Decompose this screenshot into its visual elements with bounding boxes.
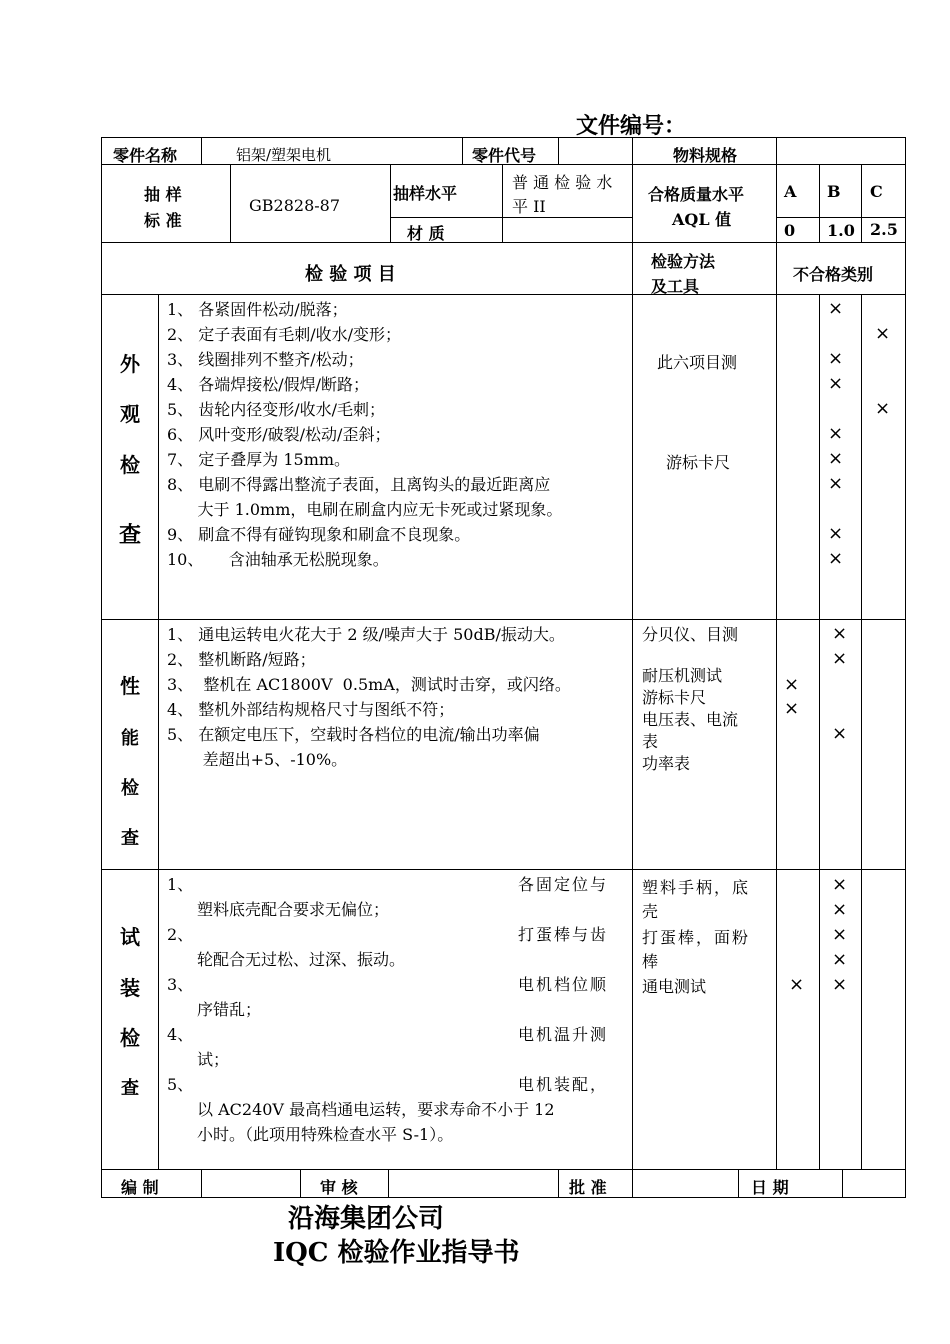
defect-mark: × bbox=[828, 423, 844, 444]
material-label: 材 质 bbox=[407, 224, 445, 243]
list-item: 差超出+5、-10%。 bbox=[167, 750, 348, 769]
aql-label-2: AQL 值 bbox=[672, 210, 732, 229]
method-text: 此六项目测 bbox=[657, 353, 738, 372]
method-text: 耐压机测试 bbox=[642, 666, 723, 685]
list-item: 7、 定子叠厚为 15mm。 bbox=[167, 450, 351, 469]
list-item-tail: 电机档位顺 bbox=[518, 975, 609, 994]
aql-b-value: 1.0 bbox=[827, 221, 855, 240]
section-title-char: 能 bbox=[121, 728, 139, 749]
list-item: 2、 整机断路/短路； bbox=[167, 650, 316, 669]
document-title: IQC 检验作业指导书 bbox=[273, 1238, 520, 1268]
prepared-label: 编 制 bbox=[121, 1178, 159, 1197]
section-title-char: 外 bbox=[120, 352, 140, 376]
part-name-value: 铝架/塑架电机 bbox=[236, 146, 332, 164]
section-title-char: 观 bbox=[120, 402, 140, 426]
section-title-char: 试 bbox=[120, 925, 140, 949]
list-item: 8、 电刷不得露出整流子表面，且离钩头的最近距离应 bbox=[167, 475, 551, 494]
list-item-continuation: 序错乱； bbox=[197, 1000, 262, 1019]
sampling-level-label: 抽样水平 bbox=[393, 184, 458, 203]
part-code-label: 零件代号 bbox=[472, 146, 537, 165]
section-title-char: 检 bbox=[120, 453, 140, 477]
method-text: 分贝仪、目测 bbox=[642, 625, 739, 644]
defect-mark: × bbox=[832, 949, 848, 970]
defect-mark: × bbox=[828, 523, 844, 544]
list-item-number: 4、 bbox=[167, 1025, 194, 1044]
defect-mark: × bbox=[832, 899, 848, 920]
list-item: 1、 各紧固件松动/脱落； bbox=[167, 300, 348, 319]
items-column-label: 检 验 项 目 bbox=[305, 264, 396, 285]
company-name: 沿海集团公司 bbox=[288, 1204, 445, 1234]
list-item-tail: 电机温升测 bbox=[518, 1025, 609, 1044]
method-text: 棒 bbox=[642, 952, 659, 971]
sampling-level-value-1: 普 通 检 验 水 bbox=[512, 173, 613, 192]
class-a-label: A bbox=[784, 182, 797, 201]
method-column-label-1: 检验方法 bbox=[651, 252, 716, 271]
defect-mark: × bbox=[832, 924, 848, 945]
defect-mark: × bbox=[828, 448, 844, 469]
sampling-level-value-2: 平 II bbox=[512, 197, 546, 216]
section-title-char: 检 bbox=[121, 778, 139, 799]
list-item: 5、 齿轮内径变形/收水/毛刺； bbox=[167, 400, 386, 419]
sampling-std-value: GB2828-87 bbox=[249, 196, 341, 215]
method-text: 功率表 bbox=[642, 754, 691, 773]
sampling-std-label-2: 标 准 bbox=[144, 211, 182, 230]
method-text: 游标卡尺 bbox=[666, 453, 731, 472]
defect-mark: × bbox=[828, 473, 844, 494]
list-item-continuation: 以 AC240V 最高档通电运转，要求寿命不小于 12 bbox=[197, 1100, 555, 1119]
list-item-number: 5、 bbox=[167, 1075, 194, 1094]
method-text: 游标卡尺 bbox=[642, 688, 707, 707]
sampling-std-label-1: 抽 样 bbox=[144, 185, 182, 204]
section-title-char: 查 bbox=[121, 1078, 139, 1099]
list-item: 3、 线圈排列不整齐/松动； bbox=[167, 350, 364, 369]
list-item-number: 1、 bbox=[167, 875, 194, 894]
defect-mark: × bbox=[784, 674, 800, 695]
list-item: 4、 各端焊接松/假焊/断路； bbox=[167, 375, 370, 394]
list-item-tail: 各固定位与 bbox=[518, 875, 609, 894]
list-item: 5、 在额定电压下，空载时各档位的电流/输出功率偏 bbox=[167, 725, 540, 744]
defect-mark: × bbox=[832, 723, 848, 744]
defect-mark: × bbox=[828, 548, 844, 569]
defect-mark: × bbox=[832, 974, 848, 995]
class-b-label: B bbox=[827, 182, 841, 201]
method-text: 塑料手柄，底 bbox=[642, 878, 751, 897]
section-title-char: 检 bbox=[120, 1026, 140, 1050]
defect-mark: × bbox=[832, 874, 848, 895]
method-column-label-2: 及工具 bbox=[651, 277, 700, 296]
list-item: 6、 风叶变形/破裂/松动/歪斜； bbox=[167, 425, 391, 444]
list-item-continuation: 轮配合无过松、过深、振动。 bbox=[197, 950, 406, 969]
list-item: 9、 刷盒不得有碰钩现象和刷盒不良现象。 bbox=[167, 525, 471, 544]
list-item: 2、 定子表面有毛刺/收水/变形； bbox=[167, 325, 402, 344]
aql-c-value: 2.5 bbox=[870, 220, 898, 239]
method-text: 壳 bbox=[642, 902, 659, 921]
method-text: 电压表、电流 bbox=[642, 710, 739, 729]
method-text: 表 bbox=[642, 732, 659, 751]
list-item-number: 3、 bbox=[167, 975, 194, 994]
defect-class-label: 不合格类别 bbox=[793, 265, 874, 284]
list-item: 4、 整机外部结构规格尺寸与图纸不符； bbox=[167, 700, 455, 719]
defect-mark: × bbox=[828, 298, 844, 319]
method-text: 通电测试 bbox=[642, 977, 707, 996]
review-label: 审 核 bbox=[320, 1178, 358, 1197]
section-title-char: 性 bbox=[120, 674, 140, 698]
date-label: 日 期 bbox=[751, 1178, 789, 1197]
list-item: 3、 整机在 AC1800V 0.5mA，测试时击穿，或闪络。 bbox=[167, 675, 571, 694]
aql-a-value: 0 bbox=[784, 221, 796, 240]
defect-mark: × bbox=[832, 623, 848, 644]
approve-label: 批 准 bbox=[569, 1178, 607, 1197]
section-title-char: 查 bbox=[118, 522, 141, 548]
list-item-number: 2、 bbox=[167, 925, 194, 944]
defect-mark: × bbox=[789, 974, 805, 995]
section-title-char: 查 bbox=[121, 828, 139, 849]
method-text: 打蛋棒，面粉 bbox=[642, 928, 751, 947]
defect-mark: × bbox=[828, 348, 844, 369]
list-item-tail: 打蛋棒与齿 bbox=[518, 925, 609, 944]
defect-mark: × bbox=[875, 398, 891, 419]
list-item: 10、 含油轴承无松脱现象。 bbox=[167, 550, 389, 569]
part-name-label: 零件名称 bbox=[113, 146, 178, 165]
defect-mark: × bbox=[832, 648, 848, 669]
list-item: 大于 1.0mm，电刷在刷盒内应无卡死或过紧现象。 bbox=[167, 500, 563, 519]
list-item-continuation: 试； bbox=[197, 1050, 230, 1069]
defect-mark: × bbox=[784, 698, 800, 719]
defect-mark: × bbox=[875, 323, 891, 344]
spec-label: 物料规格 bbox=[673, 146, 738, 165]
aql-label-1: 合格质量水平 bbox=[648, 185, 745, 204]
defect-mark: × bbox=[828, 373, 844, 394]
list-item-tail: 电机装配， bbox=[518, 1075, 609, 1094]
list-item: 1、 通电运转电火花大于 2 级/噪声大于 50dB/振动大。 bbox=[167, 625, 565, 644]
doc-number-label: 文件编号： bbox=[576, 114, 687, 139]
list-item-continuation: 塑料底壳配合要求无偏位； bbox=[197, 900, 390, 919]
list-item-continuation: 小时。（此项用特殊检查水平 S-1）。 bbox=[197, 1125, 454, 1144]
class-c-label: C bbox=[870, 182, 883, 201]
section-title-char: 装 bbox=[120, 976, 140, 1000]
